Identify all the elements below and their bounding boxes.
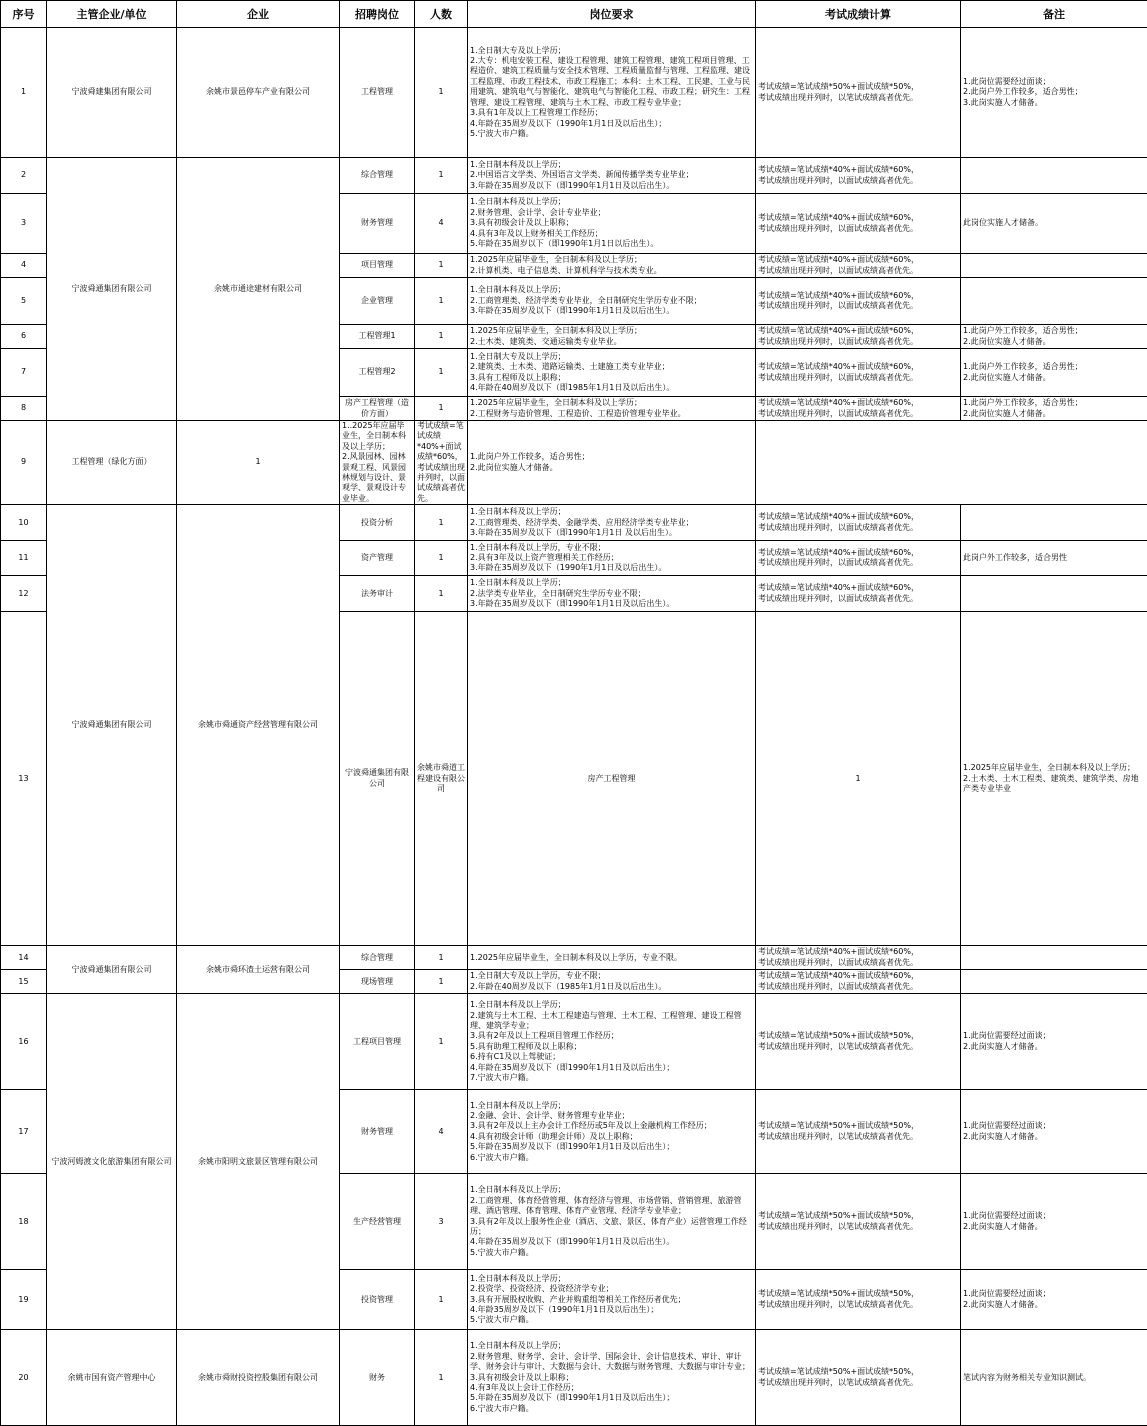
row-number: 15 xyxy=(1,970,47,994)
requirements-cell xyxy=(468,278,756,325)
position-cell: 现场管理 xyxy=(340,970,415,994)
table-row xyxy=(1,1330,1147,1426)
requirements-cell-line: 2.建筑与土木工程、土木工程建造与管理、土木工程、工程管理、建设工程管理、建筑学专业； xyxy=(470,1011,753,1032)
requirements-cell-line: 1.全日制大专及以上学历； xyxy=(470,46,753,56)
supervisor-cell: 宁波河姆渡文化旅游集团有限公司 xyxy=(47,994,177,1330)
requirements-cell-line: 3.具有2年及以上工程项目管理工作经历； xyxy=(470,1031,753,1041)
requirements-cell-line: 3.具有2年及以上服务性企业（酒店、文旅、景区、体育产业）运营管理工作经历； xyxy=(470,1217,753,1238)
requirements-cell xyxy=(961,612,1147,946)
header-requirements: 岗位要求 xyxy=(468,1,756,28)
requirements-cell xyxy=(468,28,756,158)
row-number: 10 xyxy=(1,505,47,541)
score-cell xyxy=(415,421,468,505)
requirements-cell-line: 4.具有初级会计师（助理会计师）及以上职称； xyxy=(470,1132,753,1142)
requirements-cell-line: 5.宁波大市户籍。 xyxy=(470,129,753,139)
score-cell-line: 考试成绩=笔试成绩*40%+面试成绩*60%， xyxy=(758,398,958,408)
score-cell-line: 考试成绩出现并列时，以面试成绩高者优先。 xyxy=(758,224,958,234)
requirements-cell-line: 3.年龄在35周岁及以下（1990年1月1日及以后出生）。 xyxy=(470,563,753,573)
count-cell: 1 xyxy=(415,254,468,278)
score-cell xyxy=(756,397,961,421)
requirements-cell xyxy=(340,421,415,505)
requirements-cell xyxy=(468,994,756,1090)
position-cell: 财务管理 xyxy=(340,194,415,254)
score-cell-line: 考试成绩=笔试成绩*40%+面试成绩*60%， xyxy=(758,583,958,593)
requirements-cell-line: 3.年龄在35周岁及以下（即1990年1月1日及以后出生）。 xyxy=(470,181,753,191)
supervisor-cell: 宁波舜通集团有限公司 xyxy=(47,505,177,946)
row-number: 2 xyxy=(1,158,47,194)
position-cell: 投资管理 xyxy=(340,1270,415,1330)
company-cell: 余姚市阳明文旅景区管理有限公司 xyxy=(177,994,340,1330)
requirements-cell-line: 3.年龄在35周岁及以下（即1990年1月1日及以后出生）。 xyxy=(470,306,753,316)
notes-cell xyxy=(961,1270,1147,1330)
requirements-cell-line: 2.计算机类、电子信息类、计算机科学与技术类专业。 xyxy=(470,266,753,276)
requirements-cell-line: 2.大专：机电安装工程、建设工程管理、建筑工程管理、建筑工程项目管理、工程造价、建筑工程质量与安全技术管理、工程质量监督与管理、工程监理、建设工程监理、市政工程技术、市政工程施工；本科：土木工程、工民建、工业与民用建筑、建筑电气与智能化、建筑电气与智能化工程、市政工程；研究生：工程管理、建设工程管理、建筑与土木工程、市政工程专业毕业； xyxy=(470,56,753,108)
count-cell: 1 xyxy=(415,970,468,994)
requirements-cell-line: 1.2025年应届毕业生，全日制本科及以上学历； xyxy=(470,326,753,336)
row-number: 11 xyxy=(1,541,47,576)
requirements-cell-line: 5.年龄在35周岁以下（即1990年1月1日以后出生）。 xyxy=(470,239,753,249)
requirements-cell-line: 4.具有3年及以上财务相关工作经历； xyxy=(470,229,753,239)
score-cell-line: 考试成绩出现并列时，以面试成绩高者优先。 xyxy=(758,594,958,604)
company-cell: 余姚市通途建材有限公司 xyxy=(177,158,340,421)
notes-cell-line: 1.此岗户外工作较多，适合男性； xyxy=(470,452,753,462)
score-cell-line: 考试成绩出现并列时，以面试成绩高者优先。 xyxy=(758,558,958,568)
requirements-cell xyxy=(468,541,756,576)
position-cell: 工程管理2 xyxy=(340,349,415,397)
notes-cell-line: 此岗位实施人才储备。 xyxy=(963,218,1145,228)
table-row xyxy=(1,994,1147,1090)
count-cell: 1 xyxy=(415,397,468,421)
position-cell: 项目管理 xyxy=(340,254,415,278)
requirements-cell-line: 2.法学类专业毕业，全日制研究生学历专业不限； xyxy=(470,589,753,599)
score-cell-line: 考试成绩=笔试成绩*40%+面试成绩*60%， xyxy=(417,421,465,463)
notes-cell-line: 笔试内容为财务相关专业知识测试。 xyxy=(963,1373,1145,1383)
requirements-cell-line: 1.全日制本科及以上学历； xyxy=(470,1274,753,1284)
count-cell: 1 xyxy=(415,505,468,541)
requirements-cell xyxy=(468,505,756,541)
score-cell xyxy=(756,541,961,576)
count-cell: 1 xyxy=(177,421,340,505)
requirements-cell-line: 3.年龄在35周岁及以下（即1990年1月1日及以后出生）。 xyxy=(470,599,753,609)
score-cell-line: 考试成绩出现并列时，以面试成绩高者优先。 xyxy=(758,982,958,992)
header-row xyxy=(1,1,1147,28)
header-no: 序号 xyxy=(1,1,47,28)
notes-cell xyxy=(468,421,756,505)
company-cell: 余姚市舜通资产经营管理有限公司 xyxy=(177,505,340,946)
requirements-cell-line: 2.建筑类、土木类、道路运输类、土建施工类专业毕业； xyxy=(470,362,753,372)
score-cell-line: 考试成绩出现并列时，以笔试成绩高者优先。 xyxy=(758,1222,958,1232)
requirements-cell-line: 2.年龄在40周岁及以下（1985年1月1日及以后出生）。 xyxy=(470,982,753,992)
score-cell xyxy=(756,325,961,349)
supervisor-cell: 宁波舜通集团有限公司 xyxy=(340,612,415,946)
score-cell-line: 考试成绩=笔试成绩*40%+面试成绩*60%， xyxy=(758,362,958,372)
score-cell-line: 考试成绩=笔试成绩*40%+面试成绩*60%， xyxy=(758,165,958,175)
row-number: 3 xyxy=(1,194,47,254)
notes-cell-line: 1.此岗位需要经过面谈； xyxy=(963,1211,1145,1221)
notes-cell xyxy=(961,349,1147,397)
score-cell-line: 考试成绩出现并列时，以面试成绩高者优先。 xyxy=(758,176,958,186)
notes-cell xyxy=(961,970,1147,994)
score-cell-line: 考试成绩出现并列时，以笔试成绩高者优先。 xyxy=(758,1300,958,1310)
requirements-cell-line: 5.年龄在35周岁及以下（即1990年1月1日及以后出生）； xyxy=(470,1142,753,1152)
score-cell xyxy=(756,1270,961,1330)
requirements-cell xyxy=(468,946,756,970)
score-cell xyxy=(756,254,961,278)
requirements-cell-line: 1.全日制本科及以上学历； xyxy=(470,1000,753,1010)
position-cell: 综合管理 xyxy=(340,158,415,194)
requirements-cell-line: 2.财务管理、财务学、会计、会计学、国际会计、会计信息技术、审计、审计学、财务会计与审计、大数据与会计、大数据与财务管理、大数据与审计专业； xyxy=(470,1352,753,1373)
requirements-cell-line: 5.年龄在35周岁及以下（即1990年1月1日及以后出生）； xyxy=(470,1393,753,1403)
count-cell: 1 xyxy=(415,946,468,970)
notes-cell xyxy=(961,505,1147,541)
notes-cell xyxy=(961,28,1147,158)
count-cell: 1 xyxy=(415,994,468,1090)
notes-cell-line: 1.此岗位需要经过面谈； xyxy=(963,1031,1145,1041)
score-cell-line: 考试成绩=笔试成绩*40%+面试成绩*60%， xyxy=(758,947,958,957)
score-cell xyxy=(756,1330,961,1426)
requirements-cell xyxy=(468,576,756,612)
notes-cell-line: 2.此岗位实施人才储备。 xyxy=(470,463,753,473)
requirements-cell-line: 2.土木类、建筑类、交通运输类专业毕业。 xyxy=(470,337,753,347)
score-cell xyxy=(756,1174,961,1270)
requirements-cell-line: 1.全日制本科及以上学历； xyxy=(470,507,753,517)
count-cell: 4 xyxy=(415,1090,468,1174)
row-number: 8 xyxy=(1,397,47,421)
requirements-cell-line: 3.具有工程师及以上职称； xyxy=(470,373,753,383)
count-cell: 1 xyxy=(415,1270,468,1330)
score-cell xyxy=(756,994,961,1090)
table-row xyxy=(1,946,1147,970)
score-cell-line: 考试成绩=笔试成绩*50%+面试成绩*50%， xyxy=(758,82,958,92)
score-cell xyxy=(756,946,961,970)
count-cell: 1 xyxy=(415,278,468,325)
notes-cell-line: 2.此岗户外工作较多，适合男性； xyxy=(963,87,1145,97)
requirements-cell-line: 1.全日制本科及以上学历； xyxy=(470,160,753,170)
score-cell-line: 考试成绩出现并列时，以笔试成绩高者优先。 xyxy=(758,1378,958,1388)
score-cell-line: 考试成绩=笔试成绩*40%+面试成绩*60%， xyxy=(758,971,958,981)
position-cell: 房产工程管理（造价方面） xyxy=(340,397,415,421)
requirements-cell-line: 1.全日制本科及以上学历； xyxy=(470,1101,753,1111)
position-cell: 工程项目管理 xyxy=(340,994,415,1090)
notes-cell-line: 1.此岗位需要经过面谈； xyxy=(963,1121,1145,1131)
position-cell: 房产工程管理 xyxy=(468,612,756,946)
header-position: 招聘岗位 xyxy=(340,1,415,28)
requirements-cell-line: 1.2025年应届毕业生，全日制本科及以上学历； xyxy=(470,398,753,408)
notes-cell-line: 3.此岗实施人才储备。 xyxy=(963,98,1145,108)
requirements-cell-line: 2.财务管理、会计学、会计专业毕业； xyxy=(470,208,753,218)
notes-cell xyxy=(961,994,1147,1090)
position-cell: 工程管理 xyxy=(340,28,415,158)
notes-cell xyxy=(961,325,1147,349)
position-cell: 法务审计 xyxy=(340,576,415,612)
notes-cell xyxy=(961,158,1147,194)
position-cell: 企业管理 xyxy=(340,278,415,325)
row-number: 1 xyxy=(1,28,47,158)
score-cell-line: 考试成绩=笔试成绩*50%+面试成绩*50%， xyxy=(758,1289,958,1299)
notes-cell xyxy=(961,254,1147,278)
row-number: 12 xyxy=(1,576,47,612)
requirements-cell-line: 3.具有1年及以上工程管理工作经历； xyxy=(470,108,753,118)
notes-cell-line: 1.此岗户外工作较多，适合男性； xyxy=(963,398,1145,408)
score-cell-line: 考试成绩=笔试成绩*50%+面试成绩*50%， xyxy=(758,1031,958,1041)
score-cell xyxy=(756,970,961,994)
position-cell: 投资分析 xyxy=(340,505,415,541)
table-row xyxy=(1,421,1147,505)
requirements-cell-line: 1.全日制大专及以上学历，专业不限； xyxy=(470,971,753,981)
requirements-cell-line: 3.具有初级会计及以上职称； xyxy=(470,1373,753,1383)
table-row xyxy=(1,505,1147,541)
notes-cell xyxy=(961,278,1147,325)
notes-cell-line: 1.此岗户外工作较多，适合男性； xyxy=(963,326,1145,336)
requirements-cell xyxy=(468,254,756,278)
score-cell-line: 考试成绩出现并列时，以面试成绩高者优先。 xyxy=(758,337,958,347)
requirements-cell-line: 6.宁波大市户籍。 xyxy=(470,1153,753,1163)
row-number: 7 xyxy=(1,349,47,397)
notes-cell xyxy=(961,194,1147,254)
position-cell: 生产经营管理 xyxy=(340,1174,415,1270)
notes-cell xyxy=(961,541,1147,576)
requirements-cell xyxy=(468,325,756,349)
notes-cell xyxy=(961,1330,1147,1426)
notes-cell-line: 2.此岗实施人才储备。 xyxy=(963,1132,1145,1142)
score-cell-line: 考试成绩出现并列时，以面试成绩高者优先。 xyxy=(758,523,958,533)
requirements-cell-line: 2.工商管理、体育经营管理、体育经济与管理、市场营销、营销管理、旅游管理、酒店管理、体育管理、体育产业管理、经济学专业毕业； xyxy=(470,1196,753,1217)
requirements-cell-line: 4.年龄35周岁及以下（1990年1月1日及以后出生）； xyxy=(470,1305,753,1315)
notes-cell-line: 2.此岗实施人才储备。 xyxy=(963,1042,1145,1052)
count-cell: 1 xyxy=(756,612,961,946)
score-cell xyxy=(756,349,961,397)
row-number: 16 xyxy=(1,994,47,1090)
score-cell-line: 考试成绩出现并列时，以面试成绩高者优先。 xyxy=(758,301,958,311)
requirements-cell-line: 2.工程财务与造价管理、工程造价、工程造价管理专业毕业。 xyxy=(470,409,753,419)
supervisor-cell: 宁波舜建集团有限公司 xyxy=(47,28,177,158)
supervisor-cell: 宁波舜通集团有限公司 xyxy=(47,946,177,994)
requirements-cell-line: 1.全日制本科及以上学历，专业不限； xyxy=(470,543,753,553)
requirements-cell xyxy=(468,1330,756,1426)
supervisor-cell: 余姚市国有资产管理中心 xyxy=(47,1330,177,1426)
requirements-cell xyxy=(468,194,756,254)
score-cell xyxy=(756,1090,961,1174)
requirements-cell-line: 2.工商管理类、经济学类专业毕业，全日制研究生学历专业不限； xyxy=(470,296,753,306)
row-number: 14 xyxy=(1,946,47,970)
score-cell-line: 考试成绩=笔试成绩*50%+面试成绩*50%， xyxy=(758,1211,958,1221)
score-cell-line: 考试成绩出现并列时，以面试成绩高者优先。 xyxy=(758,373,958,383)
count-cell: 1 xyxy=(415,1330,468,1426)
requirements-cell xyxy=(468,1090,756,1174)
requirements-cell-line: 4.年龄在35周岁及以下（即1990年1月1日及以后出生）。 xyxy=(470,1237,753,1247)
requirements-cell-line: 1.全日制本科及以上学历； xyxy=(470,285,753,295)
score-cell-line: 考试成绩=笔试成绩*40%+面试成绩*60%， xyxy=(758,512,958,522)
requirements-cell-line: 6.持有C1及以上驾驶证； xyxy=(470,1052,753,1062)
notes-cell-line: 2.此岗位实施人才储备。 xyxy=(963,337,1145,347)
score-cell-line: 考试成绩出现并列时，以笔试成绩高者优先。 xyxy=(758,93,958,103)
notes-cell-line: 1.此岗户外工作较多，适合男性； xyxy=(963,362,1145,372)
requirements-cell-line: 2.土木类、土木工程类、建筑类、建筑学类、房地产类专业毕业 xyxy=(963,774,1145,795)
requirements-cell-line: 4.年龄在35周岁及以下（1990年1月1日及以后出生）； xyxy=(470,119,753,129)
header-notes: 备注 xyxy=(961,1,1147,28)
count-cell: 1 xyxy=(415,28,468,158)
requirements-cell-line: 1.全日制本科及以上学历； xyxy=(470,1185,753,1195)
requirements-cell xyxy=(468,970,756,994)
notes-cell-line: 2.此岗实施人才储备。 xyxy=(963,1222,1145,1232)
position-cell: 资产管理 xyxy=(340,541,415,576)
header-company: 企业 xyxy=(177,1,340,28)
supervisor-cell: 宁波舜通集团有限公司 xyxy=(47,158,177,421)
position-cell: 工程管理1 xyxy=(340,325,415,349)
requirements-cell-line: 1.全日制本科及以上学历； xyxy=(470,197,753,207)
notes-cell xyxy=(961,1090,1147,1174)
company-cell: 余姚市舜环渣土运营有限公司 xyxy=(177,946,340,994)
score-cell-line: 考试成绩=笔试成绩*40%+面试成绩*60%， xyxy=(758,255,958,265)
position-cell: 财务管理 xyxy=(340,1090,415,1174)
header-count: 人数 xyxy=(415,1,468,28)
requirements-cell xyxy=(468,158,756,194)
requirements-cell-line: 5.宁波大市户籍。 xyxy=(470,1315,753,1325)
requirements-cell-line: 2.风景园林、园林景观工程、风景园林规划与设计、景观学、景观设计专业毕业。 xyxy=(342,452,412,504)
row-number: 4 xyxy=(1,254,47,278)
notes-cell-line: 此岗户外工作较多，适合男性 xyxy=(963,553,1145,563)
requirements-cell-line: 5.宁波大市户籍。 xyxy=(470,1248,753,1258)
notes-cell-line: 2.此岗位实施人才储备。 xyxy=(963,409,1145,419)
row-number: 5 xyxy=(1,278,47,325)
score-cell-line: 考试成绩出现并列时，以面试成绩高者优先。 xyxy=(758,266,958,276)
count-cell: 4 xyxy=(415,194,468,254)
notes-cell-line: 1.此岗位需要经过面谈； xyxy=(963,1289,1145,1299)
requirements-cell-line: 6.宁波大市户籍。 xyxy=(470,1404,753,1414)
row-number: 17 xyxy=(1,1090,47,1174)
score-cell-line: 考试成绩=笔试成绩*50%+面试成绩*50%， xyxy=(758,1367,958,1377)
row-number: 20 xyxy=(1,1330,47,1426)
score-cell-line: 考试成绩出现并列时，以笔试成绩高者优先。 xyxy=(758,1042,958,1052)
count-cell: 1 xyxy=(415,349,468,397)
score-cell xyxy=(756,505,961,541)
row-number: 6 xyxy=(1,325,47,349)
requirements-cell-line: 4.年龄在35周岁及以下（即1990年1月1日及以后出生）； xyxy=(470,1063,753,1073)
count-cell: 1 xyxy=(415,541,468,576)
requirements-cell-line: 2.具有3年及以上资产管理相关工作经历； xyxy=(470,553,753,563)
row-number: 19 xyxy=(1,1270,47,1330)
requirements-cell-line: 3.具有2年及以上主办会计工作经历或5年及以上金融机构工作经历； xyxy=(470,1121,753,1131)
score-cell xyxy=(756,158,961,194)
notes-cell xyxy=(961,946,1147,970)
company-cell: 余姚市舜道工程建设有限公司 xyxy=(415,612,468,946)
table-row xyxy=(1,28,1147,158)
row-number: 18 xyxy=(1,1174,47,1270)
count-cell: 1 xyxy=(415,576,468,612)
requirements-cell-line: 1.2025年应届毕业生，全日制本科及以上学历，专业不限。 xyxy=(470,953,753,963)
notes-cell-line: 2.此岗实施人才储备。 xyxy=(963,1300,1145,1310)
position-cell: 财务 xyxy=(340,1330,415,1426)
score-cell-line: 考试成绩=笔试成绩*40%+面试成绩*60%， xyxy=(758,548,958,558)
notes-cell-line: 2.此岗位实施人才储备。 xyxy=(963,373,1145,383)
requirements-cell-line: 7.宁波大市户籍。 xyxy=(470,1073,753,1083)
requirements-cell-line: 1.全日制本科及以上学历； xyxy=(470,1341,753,1351)
notes-cell xyxy=(961,576,1147,612)
score-cell-line: 考试成绩=笔试成绩*40%+面试成绩*60%， xyxy=(758,291,958,301)
score-cell-line: 考试成绩出现并列时，以面试成绩高者优先。 xyxy=(417,463,465,505)
requirements-cell-line: 1.全日制本科及以上学历； xyxy=(470,578,753,588)
requirements-cell-line: 2.中国语言文学类、外国语言文学类、新闻传播学类专业毕业； xyxy=(470,170,753,180)
score-cell xyxy=(756,576,961,612)
score-cell-line: 考试成绩出现并列时，以面试成绩高者优先。 xyxy=(758,958,958,968)
requirements-cell-line: 1.2025年应届毕业生，全日制本科及以上学历； xyxy=(963,763,1145,773)
requirements-cell-line: 1.2025年应届毕业生，全日制本科及以上学历； xyxy=(470,255,753,265)
header-supervisor: 主管企业/单位 xyxy=(47,1,177,28)
position-cell: 综合管理 xyxy=(340,946,415,970)
notes-cell-line: 1.此岗位需要经过面谈； xyxy=(963,77,1145,87)
score-cell-line: 考试成绩出现并列时，以面试成绩高者优先。 xyxy=(758,409,958,419)
requirements-cell xyxy=(468,349,756,397)
score-cell xyxy=(756,28,961,158)
requirements-cell xyxy=(468,1270,756,1330)
requirements-cell xyxy=(468,1174,756,1270)
score-cell-line: 考试成绩出现并列时，以笔试成绩高者优先。 xyxy=(758,1132,958,1142)
score-cell-line: 考试成绩=笔试成绩*40%+面试成绩*60%， xyxy=(758,213,958,223)
requirements-cell-line: 3.具有开展股权收购、产业并购重组等相关工作经历者优先； xyxy=(470,1295,753,1305)
notes-cell xyxy=(961,1174,1147,1270)
company-cell: 余姚市舜财投资控股集团有限公司 xyxy=(177,1330,340,1426)
table-row xyxy=(1,158,1147,194)
score-cell xyxy=(756,194,961,254)
requirements-cell-line: 2.工商管理类、经济学类、金融学类、应用经济学类专业毕业； xyxy=(470,518,753,528)
count-cell: 1 xyxy=(415,158,468,194)
header-score: 考试成绩计算 xyxy=(756,1,961,28)
count-cell: 1 xyxy=(415,325,468,349)
requirements-cell-line: 2.金融、会计、会计学、财务管理专业毕业； xyxy=(470,1111,753,1121)
requirements-cell-line: 5.具有助理工程师及以上职称； xyxy=(470,1042,753,1052)
score-cell-line: 考试成绩=笔试成绩*50%+面试成绩*50%， xyxy=(758,1121,958,1131)
requirements-cell-line: 1.全日制大专及以上学历； xyxy=(470,352,753,362)
requirements-cell xyxy=(468,397,756,421)
score-cell xyxy=(756,278,961,325)
requirements-cell-line: 4.年龄在40周岁及以下（即1985年1月1日及以后出生）。 xyxy=(470,383,753,393)
score-cell-line: 考试成绩=笔试成绩*40%+面试成绩*60%， xyxy=(758,326,958,336)
requirements-cell-line: 1..2025年应届毕业生，全日制本科及以上学历； xyxy=(342,421,412,452)
requirements-cell-line: 3.具有初级会计及以上职称； xyxy=(470,218,753,228)
count-cell: 3 xyxy=(415,1174,468,1270)
requirements-cell-line: 2.投资学、投资经济、投资经济学专业； xyxy=(470,1284,753,1294)
requirements-cell-line: 4.有3年及以上会计工作经历； xyxy=(470,1383,753,1393)
notes-cell xyxy=(961,397,1147,421)
row-number: 13 xyxy=(1,612,47,946)
row-number: 9 xyxy=(1,421,47,505)
position-cell: 工程管理（绿化方面） xyxy=(47,421,177,505)
requirements-cell-line: 3.年龄在35周岁及以下（即1990年1月1日 及以后出生）。 xyxy=(470,528,753,538)
company-cell: 余姚市景邑停车产业有限公司 xyxy=(177,28,340,158)
